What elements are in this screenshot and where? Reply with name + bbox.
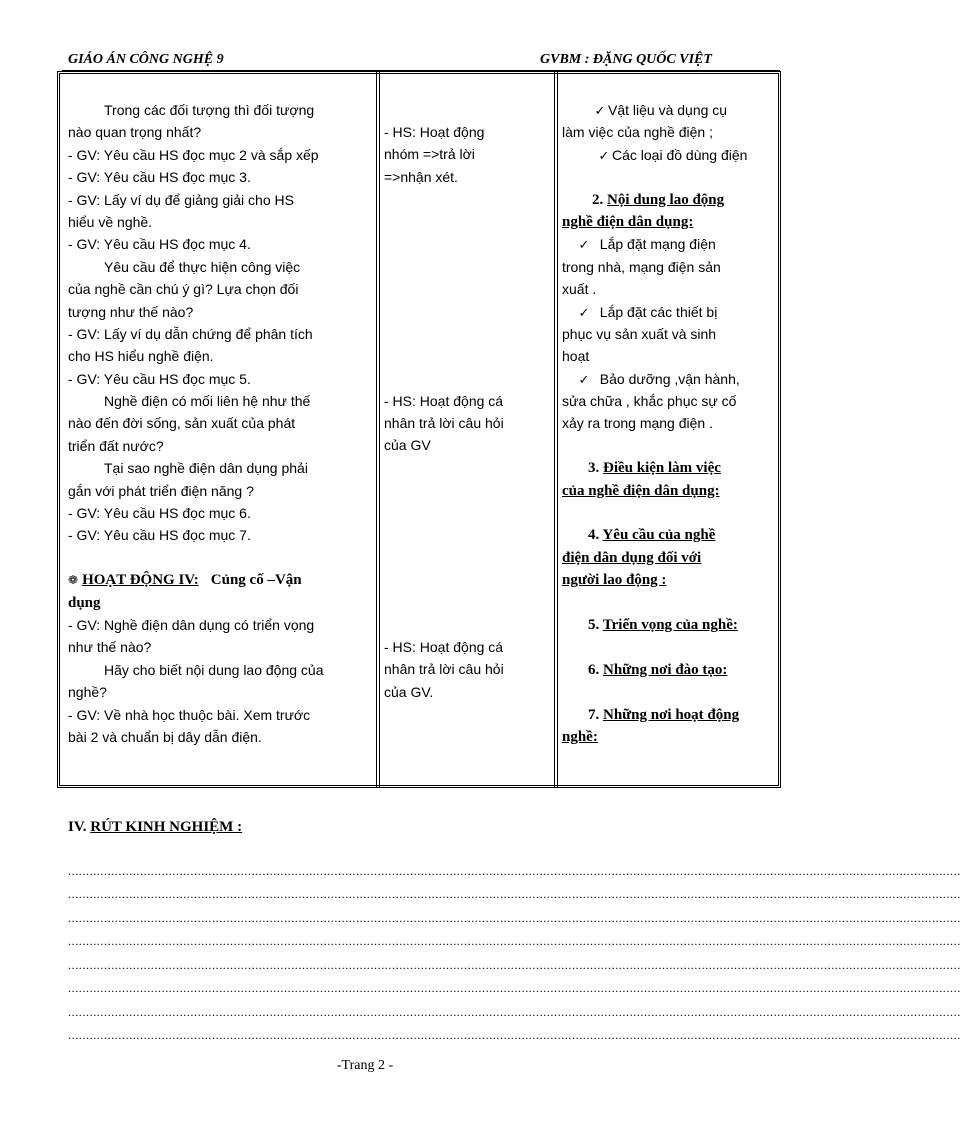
text-line: - HS: Hoạt động bbox=[384, 124, 485, 140]
text-line: Tại sao nghề điện dân dụng phải bbox=[104, 460, 308, 477]
checkmark-icon: ✓ bbox=[578, 305, 590, 321]
student-activity-column bbox=[384, 121, 552, 703]
text-line: hiểu về nghề. bbox=[68, 213, 153, 230]
text-line: - GV: Yêu cầu HS đọc mục 7. bbox=[68, 527, 251, 544]
lesson-content-column bbox=[562, 99, 778, 748]
text-line: - GV: Yêu cầu HS đọc mục 3. bbox=[68, 169, 251, 186]
section-heading-3-cont: của nghề điện dân dụng: bbox=[562, 482, 720, 499]
activity-heading bbox=[68, 569, 374, 591]
text-line: nhóm =>trả lời bbox=[384, 146, 475, 163]
dotted-line: ........................................................................................................................................................................................................................................................ bbox=[68, 911, 961, 925]
dotted-line: ........................................................................................................................................................................................................................................................ bbox=[68, 864, 961, 878]
experience-heading-title: RÚT KINH NGHIỆM : bbox=[90, 819, 243, 835]
flower-bullet-icon: ❁ bbox=[68, 573, 79, 588]
check-item: ✓ Lắp đặt các thiết bị bbox=[562, 301, 778, 323]
section-heading-6: 6. Những nơi đào tạo: bbox=[588, 661, 728, 678]
section-heading-4-cont: điện dân dụng đối với bbox=[562, 549, 702, 566]
dotted-line: ........................................................................................................................................................................................................................................................ bbox=[68, 981, 961, 995]
text-line: của GV. bbox=[384, 683, 434, 700]
experience-heading: IV. RÚT KINH NGHIỆM : bbox=[68, 819, 243, 835]
checkmark-icon: ✓ bbox=[578, 238, 590, 254]
dotted-line: ........................................................................................................................................................................................................................................................ bbox=[68, 934, 961, 948]
section-heading-2-cont: nghề điện dân dụng: bbox=[562, 213, 694, 230]
text-line: Hãy cho biết nội dung lao động của bbox=[104, 661, 324, 678]
text-line: phục vụ sản xuất và sinh bbox=[562, 325, 717, 342]
activity-heading-cont: dụng bbox=[68, 594, 101, 611]
text-line: - GV: Yêu cầu HS đọc mục 6. bbox=[68, 505, 251, 522]
activity-heading-rest: Củng cố –Vận bbox=[210, 572, 302, 589]
text-line: bài 2 và chuẩn bị dây dẫn điện. bbox=[68, 728, 262, 745]
activity-heading-title: HOẠT ĐỘNG IV: bbox=[82, 572, 199, 589]
dotted-line: ........................................................................................................................................................................................................................................................ bbox=[68, 1005, 961, 1019]
text-line: hoạt bbox=[562, 348, 590, 365]
text-line: xảy ra trong mạng điện . bbox=[562, 415, 713, 432]
text-line: cho HS hiểu nghề điện. bbox=[68, 348, 214, 365]
check-item: ✓ Các loại đồ dùng điện bbox=[562, 144, 778, 166]
checkmark-icon: ✓ bbox=[594, 104, 606, 119]
text-line: nào đến đời sống, sản xuất của phát bbox=[68, 415, 296, 432]
column-divider-2 bbox=[554, 71, 558, 788]
text-line: - HS: Hoạt động cá bbox=[384, 638, 504, 655]
section-heading-3: 3. Điều kiện làm việc bbox=[588, 460, 721, 477]
section-heading-2: 2. Nội dung lao động bbox=[592, 191, 725, 208]
dotted-line: ........................................................................................................................................................................................................................................................ bbox=[68, 887, 961, 901]
dotted-line: ........................................................................................................................................................................................................................................................ bbox=[68, 1028, 961, 1042]
check-item: ✓ Vật liệu và dụng cụ bbox=[562, 99, 778, 121]
check-item: ✓ Bảo dưỡng ,vận hành, bbox=[562, 368, 778, 390]
text-line: =>nhận xét. bbox=[384, 168, 458, 185]
text-line: - GV: Nghề điện dân dụng có triển vọng bbox=[68, 616, 315, 633]
text-line: gắn với phát triển điện năng ? bbox=[68, 482, 254, 499]
section-heading-7-cont: nghề: bbox=[562, 728, 598, 745]
dotted-line: ........................................................................................................................................................................................................................................................ bbox=[68, 958, 961, 972]
text-line: của GV bbox=[384, 437, 431, 454]
section-heading-7: 7. Những nơi hoạt động bbox=[588, 706, 740, 723]
text-line: tượng như thế nào? bbox=[68, 303, 194, 320]
text-line: như thế nào? bbox=[68, 639, 152, 656]
text-line: - GV: Yêu cầu HS đọc mục 2 và sắp xếp bbox=[68, 146, 319, 163]
text-line: nào quan trọng nhất? bbox=[68, 124, 202, 141]
header-teacher-name: GVBM : ĐẶNG QUỐC VIỆT bbox=[540, 52, 712, 67]
text-line: - GV: Về nhà học thuộc bài. Xem trước bbox=[68, 706, 311, 723]
text-line: nghề? bbox=[68, 684, 107, 701]
teacher-activity-column bbox=[68, 99, 374, 748]
text-line: nhân trả lời câu hỏi bbox=[384, 415, 504, 432]
text-line: - GV: Yêu cầu HS đọc mục 4. bbox=[68, 236, 251, 253]
text-line: trong nhà, mạng điện sản bbox=[562, 258, 721, 275]
page-header bbox=[62, 50, 780, 71]
check-item: ✓ Lắp đặt mạng điện bbox=[562, 233, 778, 255]
text-line: - HS: Hoạt động cá bbox=[384, 392, 504, 409]
column-divider-1 bbox=[376, 71, 380, 788]
text-line: Nghề điện có mối liên hệ như thế bbox=[104, 393, 311, 410]
text-line: xuất . bbox=[562, 281, 597, 298]
text-line: của nghề cần chú ý gì? Lựa chọn đối bbox=[68, 281, 299, 298]
text-line: làm việc của nghề điện ; bbox=[562, 124, 713, 141]
text-line: triển đất nước? bbox=[68, 437, 164, 454]
text-line: - GV: Lấy ví dụ dẫn chứng để phân tích bbox=[68, 325, 313, 342]
spacer bbox=[68, 547, 374, 569]
text-line: Trong các đối tượng thì đối tượng bbox=[104, 102, 315, 118]
checkmark-icon: ✓ bbox=[598, 148, 610, 164]
text-line: nhân trả lời câu hỏi bbox=[384, 661, 504, 678]
text-line: - GV: Lấy ví dụ để giảng giải cho HS bbox=[68, 191, 294, 208]
page-number: -Trang 2 - bbox=[336, 1058, 394, 1073]
text-line: sửa chữa , khắc phục sự cố bbox=[562, 393, 737, 410]
checkmark-icon: ✓ bbox=[578, 372, 590, 388]
text-line: Yêu cầu để thực hiện công việc bbox=[104, 258, 301, 275]
section-heading-4-cont2: người lao động : bbox=[562, 572, 667, 589]
section-heading-5: 5. Triển vọng của nghề: bbox=[588, 616, 738, 633]
text-line: - GV: Yêu cầu HS đọc mục 5. bbox=[68, 370, 251, 387]
header-course-title: GIÁO ÁN CÔNG NGHỆ 9 bbox=[68, 52, 224, 67]
section-heading-4: 4. Yêu cầu của nghề bbox=[588, 527, 716, 544]
